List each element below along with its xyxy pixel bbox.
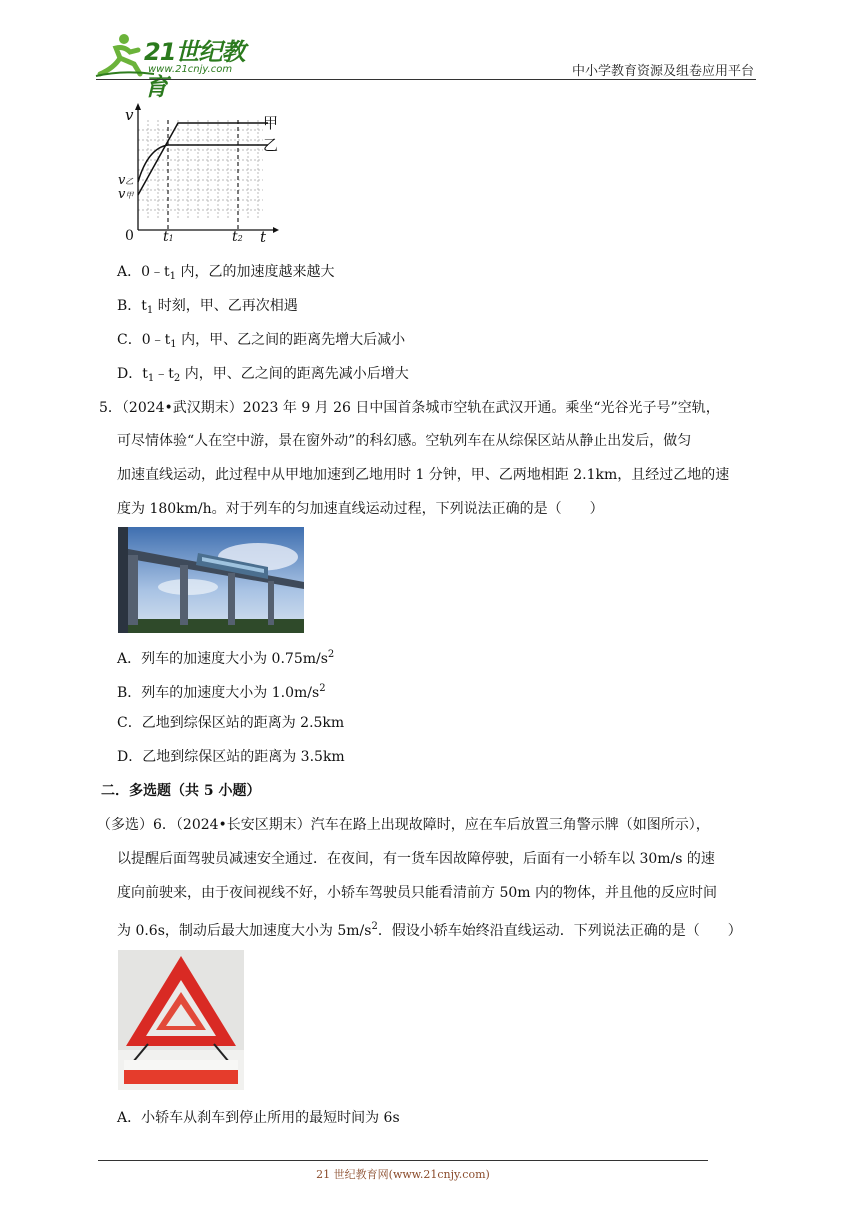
graph-grid [138, 120, 263, 220]
q5-line-3: 加速直线运动，此过程中从甲地加速到乙地用时 1 分钟，甲、乙两地相距 2.1km，且经过乙地的速 [117, 467, 730, 483]
q5-line-1: 5．（2024•武汉期末）2023 年 9 月 26 日中国首条城市空轨在武汉开通。乘坐“光谷光子号”空轨， [99, 400, 720, 416]
q5-line-4: 度为 180km/h。对于列车的匀加速直线运动过程，下列说法正确的是（ ） [117, 501, 604, 517]
q6-line-1: （多选）6．（2024•长安区期末）汽车在路上出现故障时，应在车后放置三角警示牌（如图所示）， [97, 817, 710, 833]
series-yi-label: 乙 [263, 136, 279, 154]
origin-label: 0 [125, 228, 134, 244]
q6-line-4: 为 0.6s，制动后最大加速度大小为 $5m/s^2$．假设小轿车始终沿直线运动．下列说法正确的是（ ） [117, 921, 742, 939]
q4-option-b[interactable]: B．$t_1$ 时刻，甲、乙再次相遇 [117, 298, 298, 316]
t2-label: t2 [232, 229, 243, 245]
q6-line-2: 以提醒后面驾驶员减速安全通过．在夜间，有一货车因故障停驶，后面有一小轿车以 30m/s 的速 [117, 851, 715, 867]
logo-text: 21世纪教育 [144, 38, 245, 101]
footer-divider [98, 1160, 708, 1161]
logo-url: www.21cnjy.com [148, 64, 233, 75]
q5-line-2: 可尽情体验“人在空中游，景在窗外动”的科幻感。空轨列车在从综保区站从静止出发后，做匀 [117, 433, 692, 449]
monorail-photo [118, 527, 304, 633]
q4-option-d[interactable]: D．$t_1﹣t_2$ 内，甲、乙之间的距离先减小后增大 [117, 366, 409, 384]
warning-triangle-photo [118, 950, 244, 1090]
platform-title: 中小学教育资源及组卷应用平台 [571, 64, 754, 79]
q6-option-a[interactable]: A．小轿车从刹车到停止所用的最短时间为 6s [117, 1110, 400, 1126]
v-axis-label: v [125, 106, 134, 124]
q5-option-b[interactable]: B．列车的加速度大小为 $1.0m/s^2$ [117, 683, 326, 701]
q5-option-a[interactable]: A．列车的加速度大小为 $0.75m/s^2$ [117, 649, 335, 667]
v-yi-label: v乙 [118, 173, 134, 188]
footer-text: 21 世纪教育网(www.21cnjy.com) [316, 1168, 490, 1181]
t1-label: t1 [163, 229, 174, 245]
logo [94, 30, 264, 101]
q6-line-3: 度向前驶来，由于夜间视线不好，小轿车驾驶员只能看清前方 50m 内的物体，并且他的反应时间 [117, 885, 717, 901]
section-2-title: 二．多选题（共 5 小题） [101, 783, 261, 799]
velocity-time-graph [113, 100, 293, 250]
q5-option-c[interactable]: C．乙地到综保区站的距离为 2.5km [117, 715, 345, 731]
q4-option-c[interactable]: C．$0﹣t_1$ 内，甲、乙之间的距离先增大后减小 [117, 332, 406, 350]
series-jia-label: 甲 [263, 114, 279, 132]
t-axis-label: t [260, 228, 267, 246]
q4-option-a[interactable]: A．$0﹣t_1$ 内，乙的加速度越来越大 [117, 264, 335, 282]
header-divider [96, 79, 756, 80]
v-jia-label: v甲 [118, 187, 134, 202]
q5-option-d[interactable]: D．乙地到综保区站的距离为 3.5km [117, 749, 345, 765]
